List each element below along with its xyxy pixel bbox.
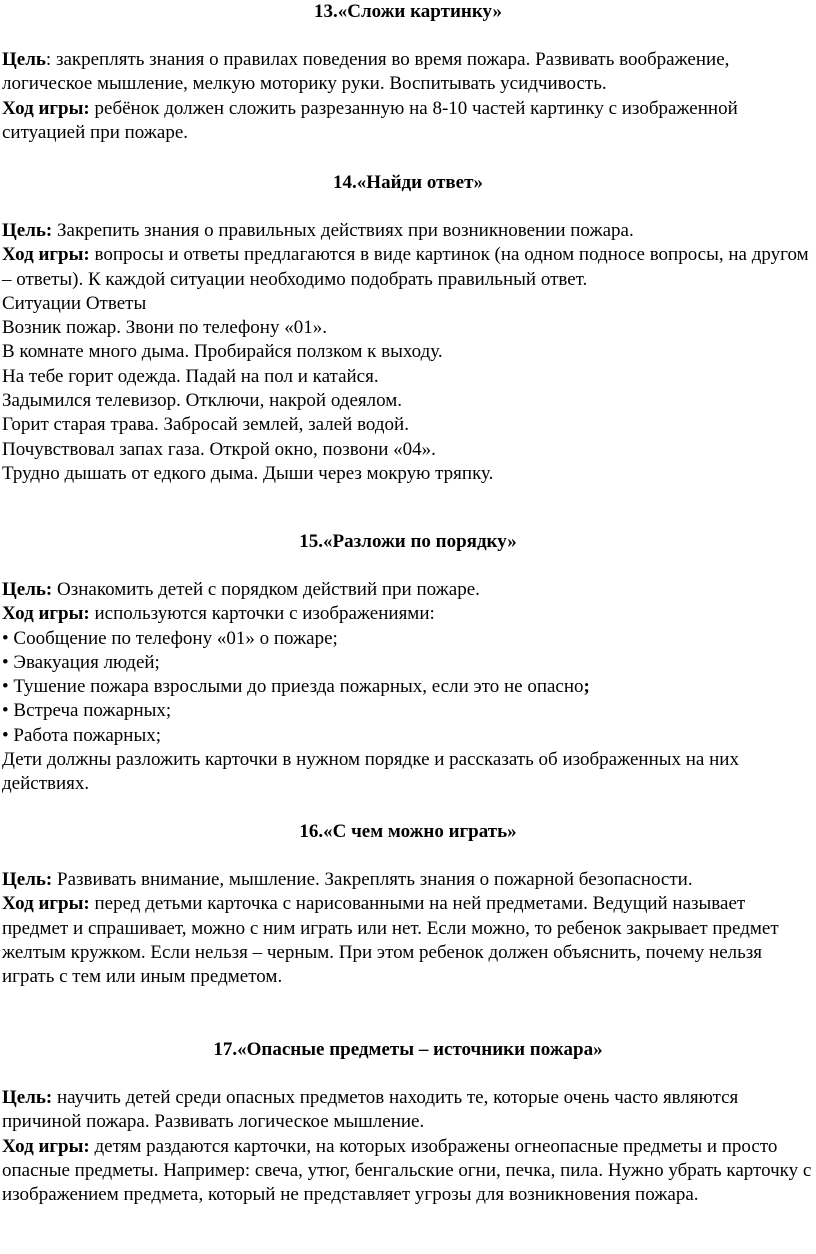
- game-14-title: 14.«Найди ответ»: [333, 172, 483, 193]
- game-15-closing: Дети должны разложить карточки в нужном порядке и рассказать об изображенных на них действиях.: [2, 749, 739, 795]
- game-15-course-text: используются карточки с изображениями:: [89, 603, 435, 625]
- situation-line: На тебе горит одежда. Падай на пол и катайся.: [2, 365, 379, 387]
- course-label: Ход игры:: [2, 1135, 90, 1157]
- card-item: • Эвакуация людей;: [2, 651, 160, 673]
- game-13-goal: Цель: закреплять знания о правилах поведения во время пожара. Развивать воображение, логическое мышление, мелкую моторику руки. Воспитывать усидчивость.: [2, 49, 730, 95]
- game-16-goal-text: Развивать внимание, мышление. Закреплять знания о пожарной безопасности.: [52, 869, 693, 890]
- game-15-course: [2, 602, 814, 626]
- game-13-course: [2, 97, 814, 146]
- game-14-course: [2, 243, 814, 292]
- goal-label: Цель:: [2, 220, 53, 241]
- game-17-title: 17.«Опасные предметы – источники пожара»: [213, 1039, 603, 1060]
- game-16-course: [2, 892, 814, 989]
- situation-line: Трудно дышать от едкого дыма. Дыши через мокрую тряпку.: [2, 462, 494, 484]
- game-17-section: [2, 1038, 814, 1207]
- game-15-goal-text: Ознакомить детей с порядком действий при пожаре.: [52, 579, 480, 600]
- game-13-goal-text: закреплять знания о правилах поведения во время пожара. Развивать воображение, логическое мышление, мелкую моторику руки. Воспитывать усидчивость.: [2, 49, 730, 95]
- game-17-course: [2, 1135, 814, 1208]
- game-15-title: 15.«Разложи по порядку»: [299, 531, 517, 552]
- game-14-section: [2, 171, 814, 486]
- situation-line: Горит старая трава. Забросай землей, залей водой.: [2, 414, 409, 436]
- game-17-course-text: детям раздаются карточки, на которых изображены огнеопасные предметы и просто опасные предметы. Например: свеча, утюг, бенгальские огни, печка, пила. Нужно убрать карточку с изображением предмета, который не представляет угрозы для возникновения пожара.: [2, 1135, 812, 1206]
- situation-line: В комнате много дыма. Пробирайся ползком к выходу.: [2, 341, 443, 363]
- game-13-course-text: ребёнок должен сложить разрезанную на 8-10 частей картинку с изображенной ситуацией при пожаре.: [2, 97, 738, 143]
- goal-label: Цель:: [2, 1087, 53, 1108]
- situations-header: Ситуации Ответы: [2, 292, 147, 314]
- card-item: • Работа пожарных;: [2, 724, 162, 746]
- card-item: • Встреча пожарных;: [2, 700, 172, 722]
- course-label: Ход игры:: [2, 603, 90, 625]
- card-item: • Тушение пожара взрослыми до приезда пожарных, если это не опасно;: [2, 676, 590, 698]
- goal-label: Цель:: [2, 869, 53, 890]
- course-label: Ход игры:: [2, 244, 90, 266]
- situation-line: Задымился телевизор. Отключи, накрой одеялом.: [2, 390, 403, 412]
- card-item: • Сообщение по телефону «01» о пожаре;: [2, 627, 338, 649]
- game-16-title: 16.«С чем можно играть»: [299, 821, 517, 842]
- game-15-section: [2, 530, 814, 797]
- course-label: Ход игры:: [2, 893, 90, 915]
- game-16-course-text: перед детьми карточка с нарисованными на ней предметами. Ведущий называет предмет и спрашивает, можно с ним играть или нет. Если можно, то ребенок закрывает предмет желтым кружком. Если нельзя – черным. При этом ребенок должен объяснить, почему нельзя играть с тем или иным предметом.: [2, 893, 779, 988]
- situation-line: Почувствовал запах газа. Открой окно, позвони «04».: [2, 438, 436, 460]
- course-label: Ход игры:: [2, 97, 90, 119]
- situation-line: Возник пожар. Звони по телефону «01».: [2, 317, 327, 339]
- game-13-title: 13.«Сложи картинку»: [314, 1, 502, 22]
- game-14-goal: [2, 219, 814, 243]
- game-16-section: [2, 820, 814, 989]
- game-17-goal: [2, 1086, 814, 1135]
- game-17-goal-text: научить детей среди опасных предметов находить те, которые очень часто являются причиной пожара. Развивать логическое мышление.: [2, 1087, 739, 1133]
- goal-label: Цель: [2, 49, 46, 70]
- game-15-goal: [2, 578, 814, 602]
- game-14-course-text: вопросы и ответы предлагаются в виде картинок (на одном подносе вопросы, на другом – ответы). К каждой ситуации необходимо подобрать правильный ответ.: [2, 244, 809, 290]
- goal-label: Цель:: [2, 579, 53, 600]
- game-13-section: [2, 0, 814, 145]
- game-16-goal: [2, 868, 814, 892]
- game-14-goal-text: Закрепить знания о правильных действиях при возникновении пожара.: [52, 220, 634, 241]
